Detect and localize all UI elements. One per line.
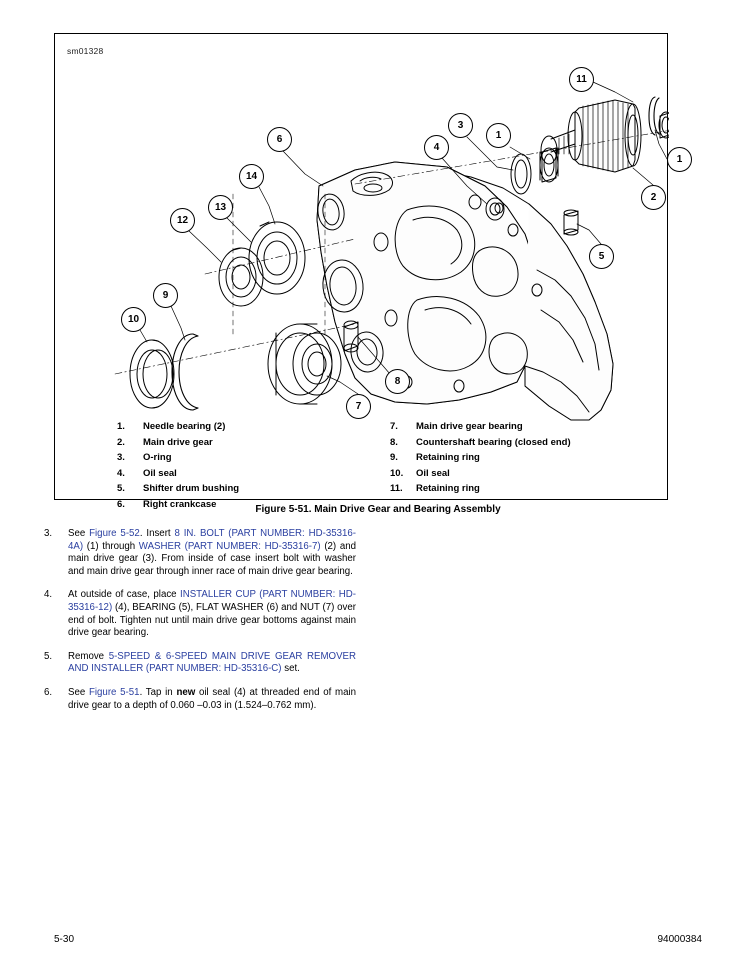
step-text: oil seal (4) at threaded end of main drive gear to a depth of 0.060 –0.03 in (1.524–0.762 mm). (68, 686, 356, 711)
legend-text: Shifter drum bushing (143, 483, 240, 494)
callout-9: 9 (153, 283, 178, 308)
procedure-step (44, 589, 356, 639)
callout-10: 10 (121, 307, 146, 332)
legend-number: 4. (117, 467, 125, 479)
step-number: 6. (44, 686, 53, 698)
legend-number: 1. (117, 421, 125, 432)
step-text: Remove (68, 650, 109, 662)
step-text: (4), BEARING (5), FLAT WASHER (6) and NUT (7) over end of bolt. Tighten nut until main drive gear bottoms against main drive gear bearing. (68, 601, 356, 639)
legend-number: 9. (390, 452, 398, 463)
page-number: 5-30 (54, 934, 75, 945)
step-text: (1) through (83, 540, 139, 552)
document-number: 94000384 (657, 934, 702, 945)
procedure-step (44, 687, 356, 712)
legend-text: Main drive gear bearing (416, 421, 523, 432)
callout-8: 8 (385, 369, 410, 394)
cross-reference-link[interactable]: Figure 5-51 (88, 686, 140, 698)
step-text: . Insert (139, 528, 175, 539)
step-number: 3. (44, 528, 53, 539)
step-number: 4. (44, 589, 53, 601)
legend-item (117, 450, 239, 466)
legend-item (390, 419, 571, 435)
legend-item (390, 481, 571, 497)
legend-column-right (390, 419, 571, 497)
legend-item (117, 466, 239, 482)
callout-1: 1 (486, 123, 511, 148)
legend-number: 5. (117, 483, 125, 494)
step-text: (2) and main drive gear (3). From inside of case insert bolt with washer and main drive gear through inner race of main drive gear bearing. (68, 540, 356, 577)
legend-item (390, 466, 571, 482)
step-text: At outside of case, place (68, 589, 181, 601)
legend-number: 11. (390, 483, 403, 494)
callout-11: 11 (569, 67, 594, 92)
legend-text: O-ring (143, 452, 172, 463)
callout-1-right: 1 (667, 147, 692, 172)
legend-item (117, 435, 239, 451)
legend-number: 6. (117, 498, 125, 510)
legend-item (117, 419, 239, 435)
legend-item (390, 435, 571, 451)
cross-reference-link[interactable]: Figure 5-52 (89, 528, 140, 539)
step-text: See (68, 686, 89, 698)
procedure-step (44, 528, 356, 578)
legend-number: 3. (117, 452, 125, 463)
procedure-step (44, 651, 356, 676)
legend-text: Oil seal (143, 467, 177, 479)
legend-text: Countershaft bearing (closed end) (416, 436, 571, 448)
callout-6: 6 (267, 127, 292, 152)
figure-caption: Figure 5-51. Main Drive Gear and Bearing Assembly (255, 504, 501, 515)
legend-text: Right crankcase (143, 498, 217, 510)
legend-number: 10. (390, 467, 404, 479)
legend-text: Main drive gear (143, 436, 213, 448)
drawing-id: sm01328 (67, 46, 104, 56)
legend-column-left (117, 419, 239, 512)
legend-item (117, 481, 239, 497)
legend-text: Retaining ring (416, 452, 480, 463)
legend-item (390, 450, 571, 466)
cross-reference-link[interactable]: INSTALLER CUP (PART NUMBER: HD-35316-12) (68, 589, 356, 613)
legend-text: Needle bearing (2) (143, 421, 226, 432)
step-text: . Tap in (139, 686, 177, 698)
cross-reference-link[interactable]: WASHER (PART NUMBER: HD-35316-7) (138, 540, 321, 552)
callout-4: 4 (424, 135, 449, 160)
cross-reference-link[interactable]: 8 IN. BOLT (PART NUMBER: HD-35316-4A) (68, 528, 356, 552)
legend-number: 7. (390, 421, 398, 432)
legend-number: 8. (390, 436, 398, 448)
callout-12: 12 (170, 208, 195, 233)
callout-3: 3 (448, 113, 473, 138)
legend-number: 2. (117, 436, 125, 448)
callout-14: 14 (239, 164, 264, 189)
step-text: See (68, 528, 90, 539)
cross-reference-link[interactable]: 5-SPEED & 6-SPEED MAIN DRIVE GEAR REMOVER AND INSTALLER (PART NUMBER: HD-35316-C) (68, 650, 356, 675)
procedure-steps (44, 528, 356, 723)
callout-5: 5 (589, 244, 614, 269)
step-number: 5. (44, 650, 53, 662)
callout-2: 2 (641, 185, 666, 210)
callout-13: 13 (208, 195, 233, 220)
legend-text: Oil seal (416, 467, 450, 479)
legend-text: Retaining ring (416, 483, 480, 494)
step-text: set. (281, 663, 300, 675)
callout-7: 7 (346, 394, 371, 419)
emphasis-text: new (176, 686, 196, 698)
